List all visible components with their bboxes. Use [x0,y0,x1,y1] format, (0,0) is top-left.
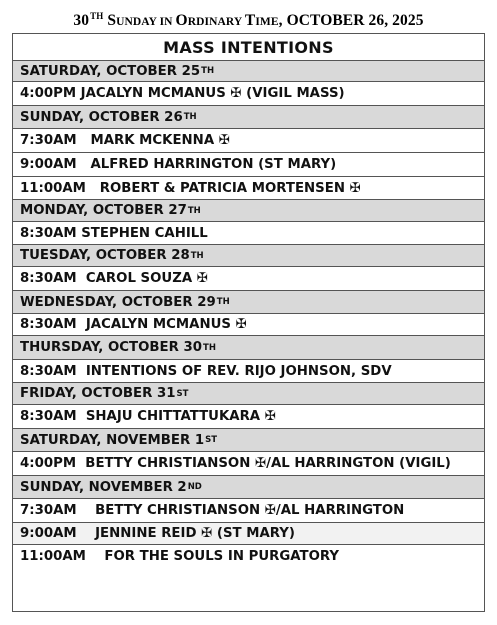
day-label: FRIDAY, OCTOBER 31 [20,386,176,401]
day-label: TUESDAY, OCTOBER 28 [20,248,190,263]
day-label: MONDAY, OCTOBER 27 [20,203,187,218]
mass-intention-row [13,545,484,582]
header-number-suffix: TH [90,10,104,21]
day-header-row: SUNDAY, NOVEMBER 2 ND [13,476,484,499]
mass-intention-row [13,82,484,106]
day-header-row: SATURDAY, OCTOBER 25 TH [13,61,484,82]
day-header-row: SATURDAY, NOVEMBER 1 ST [13,429,484,452]
intention-text: 7:30AM BETTY CHRISTIANSON ✠/AL HARRINGTON [20,503,405,518]
table-title: MASS INTENTIONS [13,34,484,61]
header-cap-t: T [244,12,256,29]
mass-intention-row [13,177,484,200]
intention-text: 4:00PM JACALYN MCMANUS ✠ (VIGIL MASS) [20,86,345,101]
day-header-row: TUESDAY, OCTOBER 28 TH [13,245,484,267]
day-label: SATURDAY, OCTOBER 25 [20,63,201,79]
intention-text: 8:30AM JACALYN MCMANUS ✠ [20,317,247,332]
day-label: WEDNESDAY, OCTOBER 29 [20,294,216,310]
intention-text: 8:30AM CAROL SOUZA ✠ [20,271,208,286]
table-rows [13,61,484,582]
mass-intention-row [13,222,484,245]
intention-text: 8:30AM INTENTIONS OF REV. RIJO JOHNSON, SDV [20,363,392,379]
header-rest-time: IME [255,16,279,28]
day-header-row: WEDNESDAY, OCTOBER 29 TH [13,291,484,314]
mass-intention-row [13,523,484,545]
day-label: SATURDAY, NOVEMBER 1 [20,432,205,448]
mass-intention-row [13,452,484,476]
intention-text: 4:00PM BETTY CHRISTIANSON ✠/AL HARRINGTON (VIGIL) [20,456,451,471]
mass-intention-row [13,499,484,523]
day-header-row: THURSDAY, OCTOBER 30 TH [13,336,484,360]
day-header-row: FRIDAY, OCTOBER 31 ST [13,383,484,405]
day-label: THURSDAY, OCTOBER 30 [20,340,203,355]
day-header-row: SUNDAY, OCTOBER 26 TH [13,106,484,129]
bulletin-header [0,12,497,30]
intention-text: 8:30AM SHAJU CHITTATTUKARA ✠ [20,409,276,424]
mass-intention-row [13,267,484,291]
mass-intention-row [13,314,484,336]
intention-text: 11:00AM FOR THE SOULS IN PURGATORY [20,549,340,564]
mass-intention-row [13,405,484,429]
mass-intention-row [13,360,484,383]
mass-intention-row [13,129,484,153]
intention-text: 9:00AM JENNINE REID ✠ (ST MARY) [20,526,295,541]
header-rest-ordinary: RDINARY [187,16,245,28]
intention-text: 9:00AM ALFRED HARRINGTON (ST MARY) [20,157,337,172]
header-sunday-number: 30 [73,12,90,29]
mass-intentions-table [12,33,485,612]
header-rest-sunday: UNDAY IN [116,16,176,28]
intention-text: 8:30AM STEPHEN CAHILL [20,225,208,241]
intention-text: 7:30AM MARK MCKENNA ✠ [20,133,230,148]
header-cap-s: S [107,12,117,29]
header-date: , OCTOBER 26, 2025 [278,12,424,29]
mass-intention-row [13,153,484,177]
day-label: SUNDAY, NOVEMBER 2 [20,479,187,495]
day-label: SUNDAY, OCTOBER 26 [20,109,183,125]
day-header-row: MONDAY, OCTOBER 27 TH [13,200,484,222]
header-cap-o: O [175,12,188,29]
intention-text: 11:00AM ROBERT & PATRICIA MORTENSEN ✠ [20,180,361,196]
